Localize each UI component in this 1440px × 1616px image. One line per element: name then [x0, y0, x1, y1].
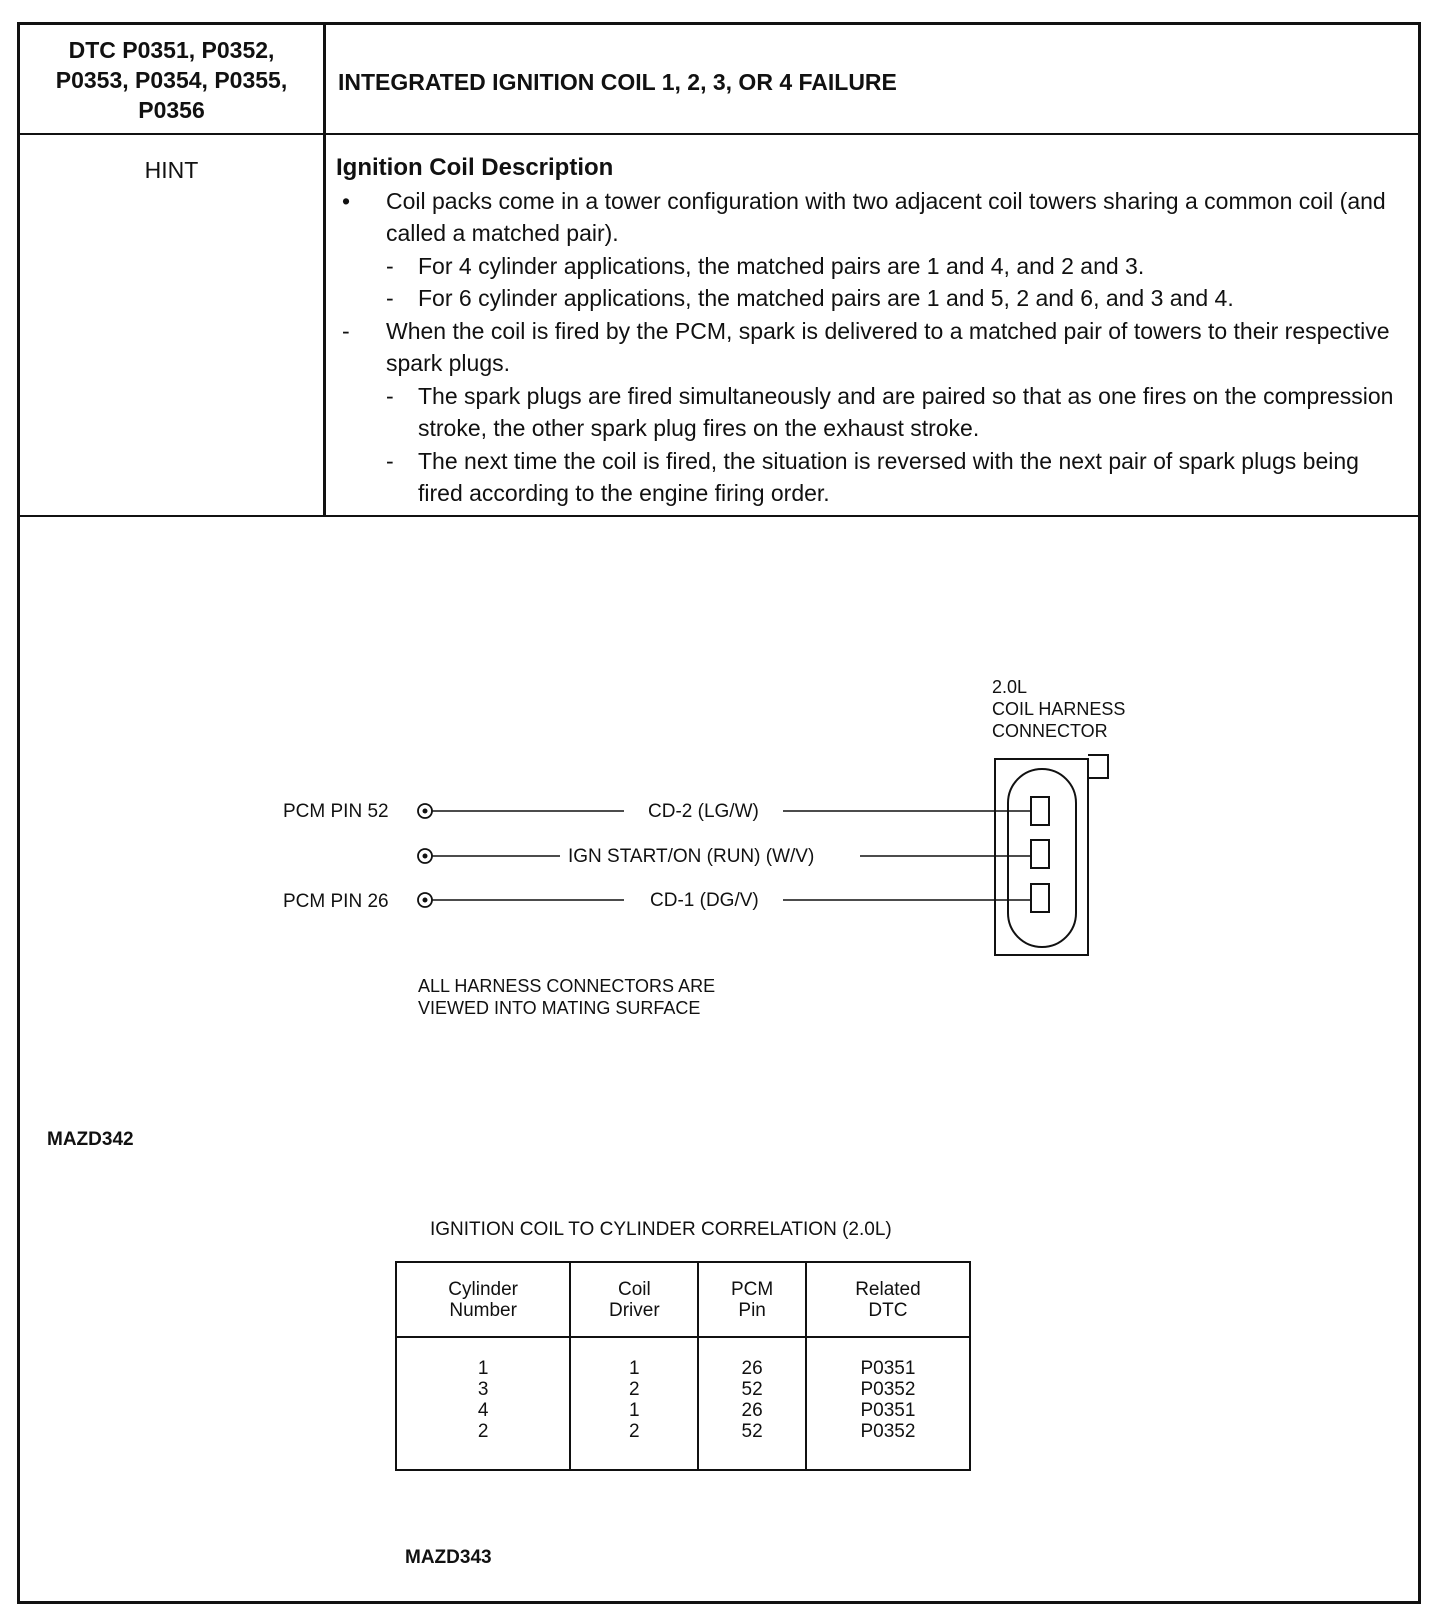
- column-header: Related DTC: [806, 1262, 970, 1337]
- table-cell: 1 2 1 2: [570, 1337, 698, 1470]
- coil-harness-connector: [995, 755, 1108, 955]
- wire-terminal: [418, 893, 432, 907]
- connector-label-line: 2.0L: [992, 677, 1028, 697]
- hint-heading: Ignition Coil Description: [336, 154, 614, 181]
- list-item-text: The next time the coil is fired, the situation is reversed with the next pair of spark plugs being fired according to the engine firing order.: [418, 447, 1359, 506]
- table-cell: 1 3 4 2: [396, 1337, 570, 1470]
- dash-marker: -: [386, 382, 394, 409]
- hint-label: HINT: [144, 157, 199, 183]
- column-header: PCM Pin: [698, 1262, 806, 1337]
- dash-marker: -: [386, 285, 394, 311]
- column-header: Cylinder Number: [396, 1262, 570, 1337]
- list-item-text: For 4 cylinder applications, the matched pairs are 1 and 4, and 2 and 3.: [418, 252, 1145, 279]
- bullet-marker: •: [342, 187, 351, 214]
- dash-marker: -: [342, 317, 350, 344]
- pcm-pin-label: PCM PIN 26: [283, 891, 389, 912]
- table-cell: 26 52 26 52: [698, 1337, 806, 1470]
- connector-label-line: CONNECTOR: [992, 721, 1108, 741]
- circuit-label: IGN START/ON (RUN) (W/V): [568, 846, 815, 867]
- column-header: Coil Driver: [570, 1262, 698, 1337]
- diagram-note-line: ALL HARNESS CONNECTORS ARE: [418, 976, 716, 996]
- wire-terminal: [418, 804, 432, 818]
- correlation-table: [395, 1261, 971, 1471]
- list-item-text: Coil packs come in a tower configuration with two adjacent coil towers sharing a common coil (and called a matched pair).: [386, 187, 1386, 246]
- list-item-text: For 6 cylinder applications, the matched pairs are 1 and 5, 2 and 6, and 3 and 4.: [418, 285, 1234, 311]
- figure-code: MAZD342: [47, 1129, 134, 1150]
- page-title: INTEGRATED IGNITION COIL 1, 2, 3, OR 4 FAILURE: [338, 69, 897, 95]
- dash-marker: -: [386, 447, 394, 474]
- connector-terminal: [1031, 884, 1049, 912]
- dash-marker: -: [386, 252, 394, 279]
- dtc-codes-line: P0353, P0354, P0355,: [55, 67, 288, 93]
- circuit-label: CD-2 (LG/W): [648, 801, 759, 822]
- table-title: IGNITION COIL TO CYLINDER CORRELATION (2.0L): [430, 1219, 892, 1240]
- connector-terminal: [1031, 840, 1049, 868]
- table-cell: P0351 P0352 P0351 P0352: [806, 1337, 970, 1470]
- connector-terminal: [1031, 797, 1049, 825]
- list-item-text: When the coil is fired by the PCM, spark is delivered to a matched pair of towers to their respective spark plugs.: [386, 317, 1390, 376]
- wire-terminal: [418, 849, 432, 863]
- dtc-codes-line: P0356: [138, 97, 205, 123]
- pcm-pin-label: PCM PIN 52: [283, 801, 389, 822]
- list-item-text: The spark plugs are fired simultaneously and are paired so that as one fires on the compression stroke, the other spark plug fires on the exhaust stroke.: [418, 382, 1394, 441]
- circuit-label: CD-1 (DG/V): [650, 890, 759, 911]
- dtc-codes-line: DTC P0351, P0352,: [68, 37, 275, 63]
- table-row: [396, 1337, 970, 1470]
- table-header-row: [396, 1262, 970, 1337]
- connector-label-line: COIL HARNESS: [992, 699, 1126, 719]
- figure-code: MAZD343: [405, 1547, 492, 1568]
- diagram-note-line: VIEWED INTO MATING SURFACE: [418, 998, 701, 1018]
